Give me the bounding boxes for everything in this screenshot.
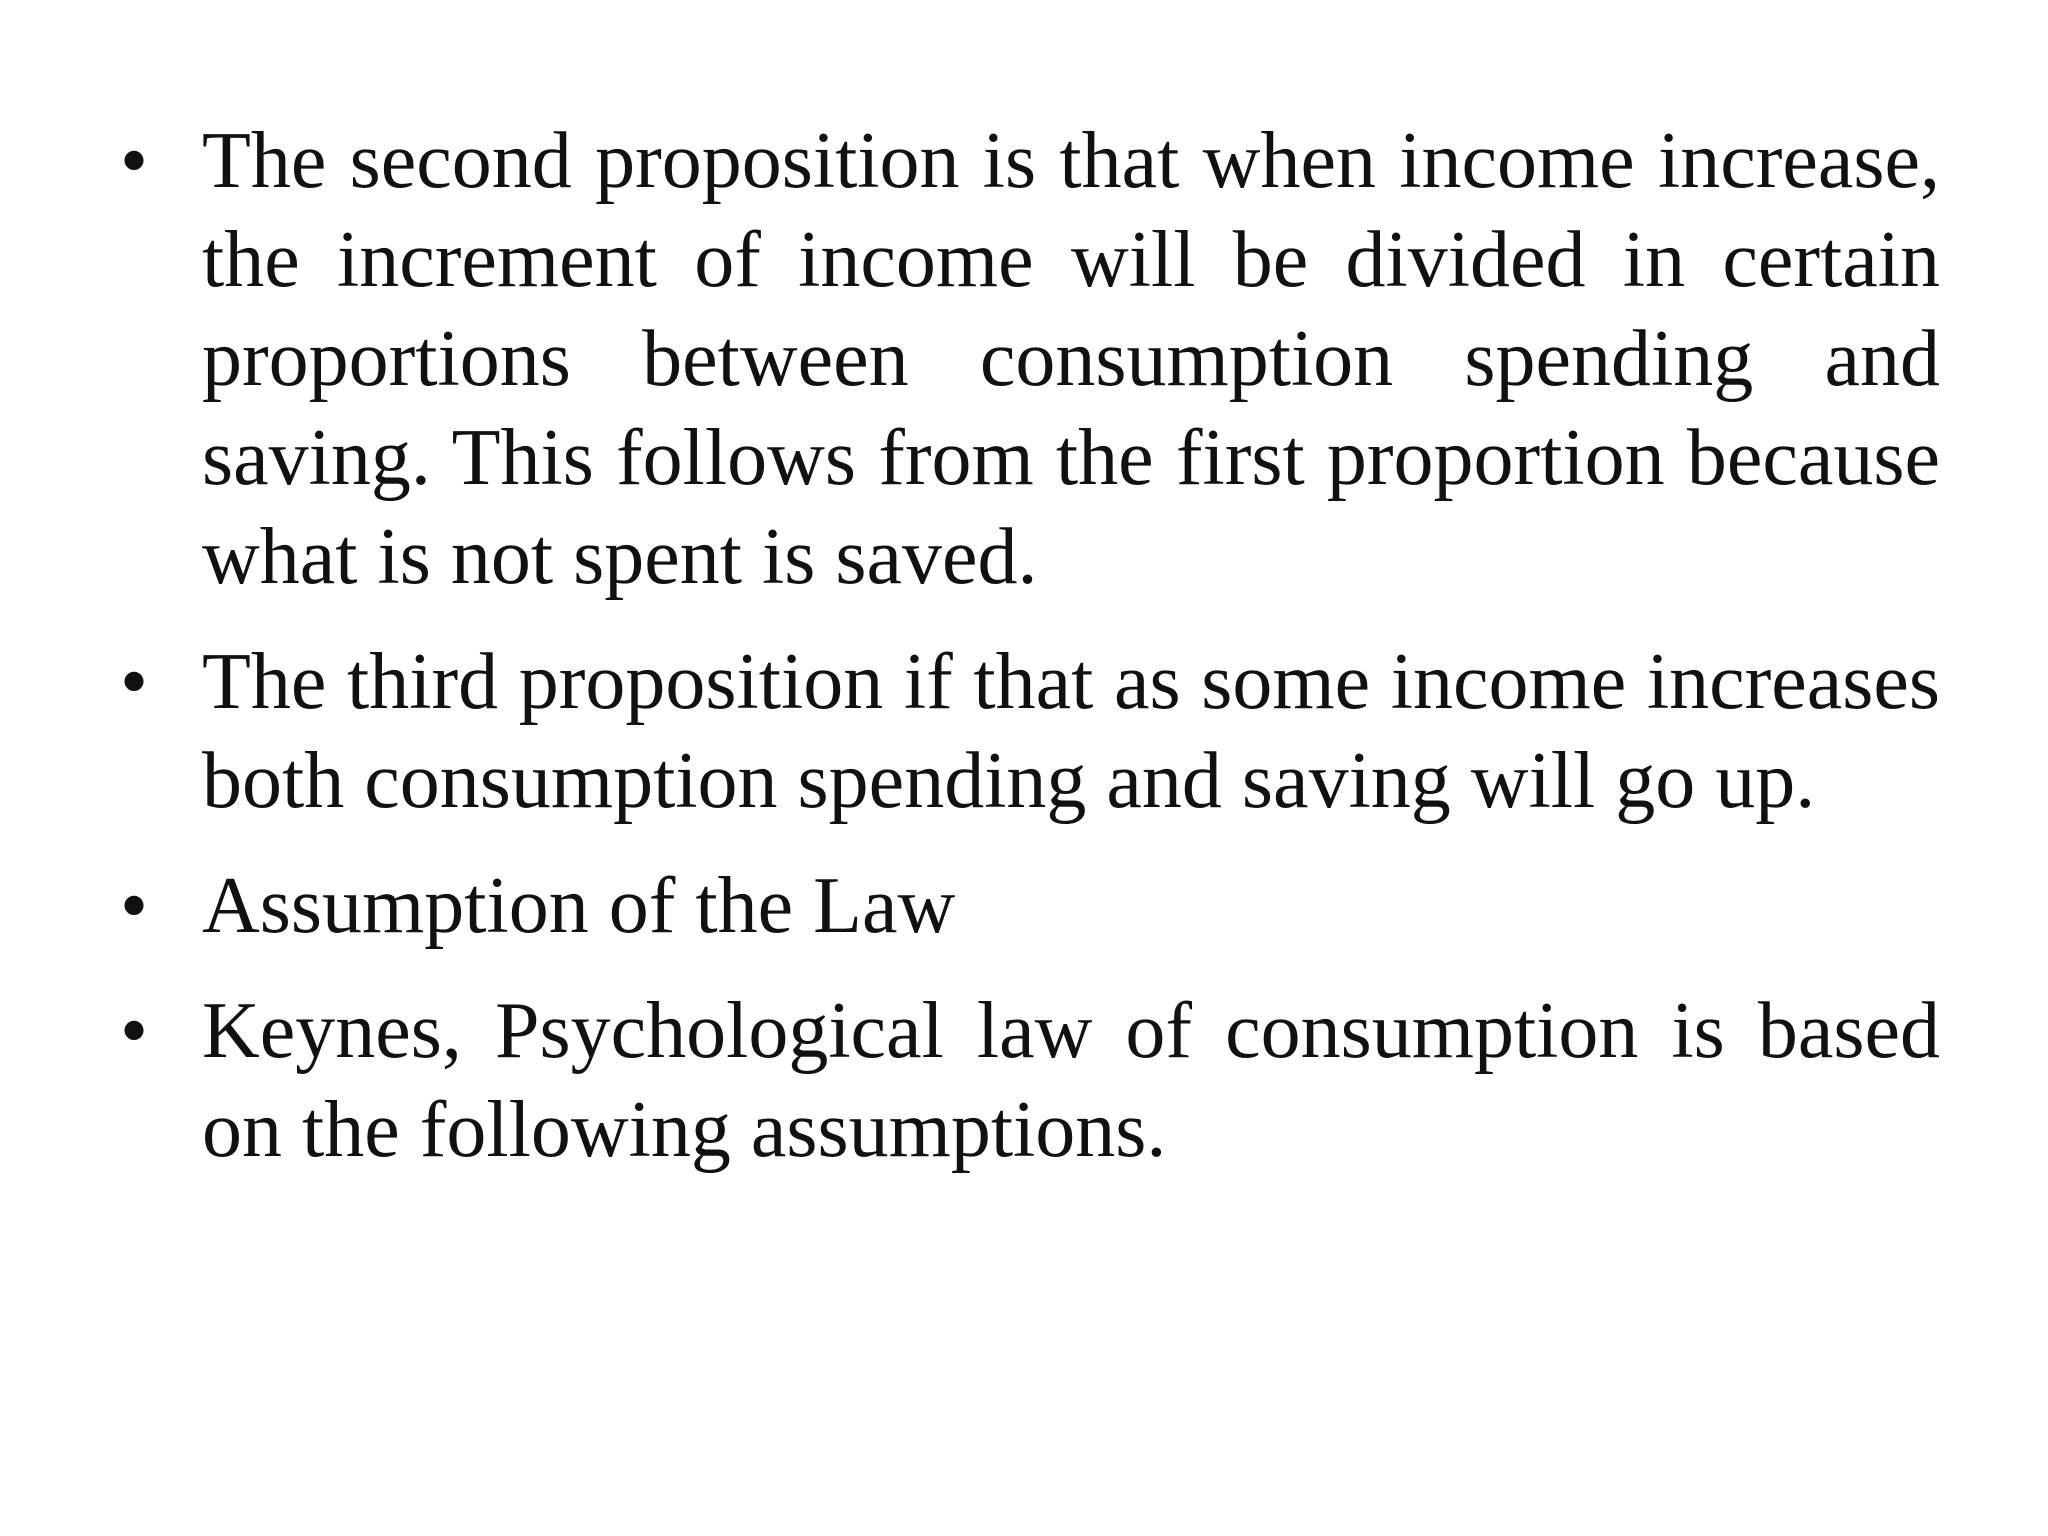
- bullet-item-second-proposition: [120, 112, 1940, 607]
- bullet-text: Assumption of the Law: [202, 862, 956, 950]
- slide-content: [120, 112, 1940, 1206]
- bullet-item-third-proposition: [120, 633, 1940, 831]
- bullet-item-assumption-heading: [120, 857, 1940, 956]
- bullet-text: The second proposition is that when income increase, the increment of income will be divided in certain proportions between consumption spending and saving. This follows from the first proportion because what is not spent is saved.: [202, 117, 1940, 601]
- bullet-icon: •: [120, 987, 149, 1075]
- bullet-icon: •: [120, 638, 149, 726]
- bullet-list: [120, 112, 1940, 1180]
- bullet-icon: •: [120, 117, 149, 205]
- bullet-icon: •: [120, 862, 149, 950]
- bullet-text: Keynes, Psychological law of consumption is based on the following assumptions.: [202, 987, 1940, 1174]
- bullet-item-keynes-assumptions: [120, 982, 1940, 1180]
- bullet-text: The third proposition if that as some income increases both consumption spending and saving will go up.: [202, 638, 1940, 825]
